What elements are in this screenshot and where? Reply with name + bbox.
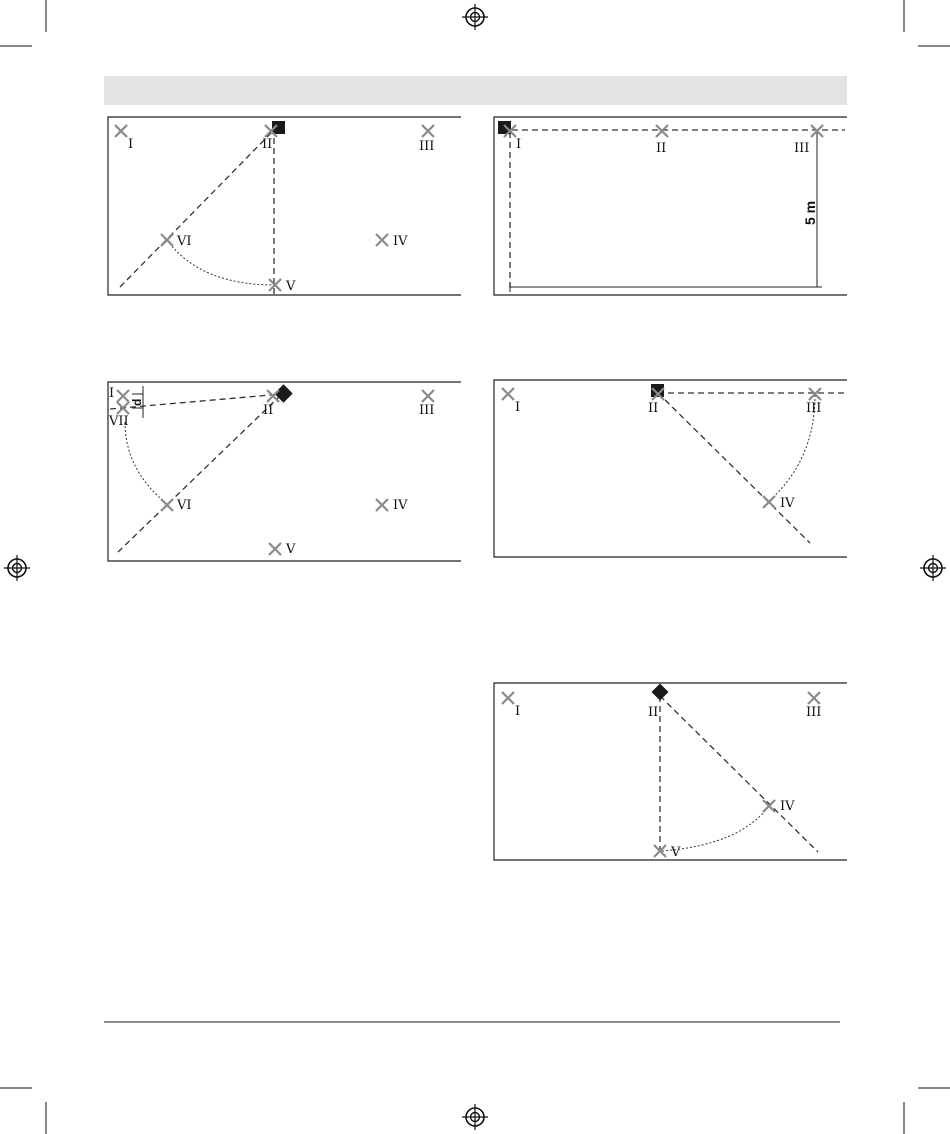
diagram-frame [494,380,847,557]
point-label: III [806,705,822,720]
registration-mark-icon [462,1104,488,1130]
point-label: I [109,386,115,401]
x-marker-icon [808,692,820,704]
registration-mark-icon [4,555,30,581]
point-label: II [263,403,274,418]
point-label: I [128,137,134,152]
point-label: I [516,137,522,152]
x-marker-icon [376,499,388,511]
point-label: V [286,542,296,557]
registration-mark-icon [462,4,488,30]
point-label: IV [780,496,795,511]
x-marker-icon [269,543,281,555]
point-label: VI [177,234,192,249]
point-label: II [262,137,273,152]
point-label: VII [109,414,129,429]
point-label: III [419,139,435,154]
x-marker-icon [502,388,514,400]
point-label: II [648,705,659,720]
point-label: IV [780,799,795,814]
x-marker-icon [422,390,434,402]
point-label: I [515,400,521,415]
laser-line [660,696,818,852]
diagram-2 [494,117,847,295]
point-label: IV [393,234,408,249]
point-label: II [648,401,659,416]
x-marker-icon [502,692,514,704]
point-label: I [515,704,521,719]
diagram-frame [108,117,461,295]
point-label: V [671,845,681,860]
diagram-4 [494,380,847,557]
point-label: VI [177,498,192,513]
dimension-label: 5 m [802,200,818,225]
x-marker-icon [115,125,127,137]
diagram-3 [108,382,461,561]
laser-device-diamond-icon [652,684,669,701]
x-marker-icon [117,402,129,414]
point-label: V [286,279,296,294]
header-band [104,76,847,105]
x-marker-icon [809,388,821,400]
x-marker-icon [161,234,173,246]
registration-mark-icon [920,555,946,581]
point-label: II [656,141,667,156]
laser-line [120,128,276,287]
point-label: III [419,403,435,418]
diagram-frame [494,683,847,860]
point-label: IV [393,498,408,513]
arc [125,422,167,504]
x-marker-icon [763,496,775,508]
diagram-frame [108,382,461,561]
point-label: III [806,401,822,416]
diagram-5 [494,683,847,860]
point-label: III [794,141,810,156]
x-marker-icon [763,800,775,812]
x-marker-icon [656,125,668,137]
x-marker-icon [117,390,129,402]
laser-line [658,393,810,543]
diagram-1 [108,117,461,295]
x-marker-icon [422,125,434,137]
offset-label: d [130,398,144,406]
x-marker-icon [376,234,388,246]
x-marker-icon [161,499,173,511]
